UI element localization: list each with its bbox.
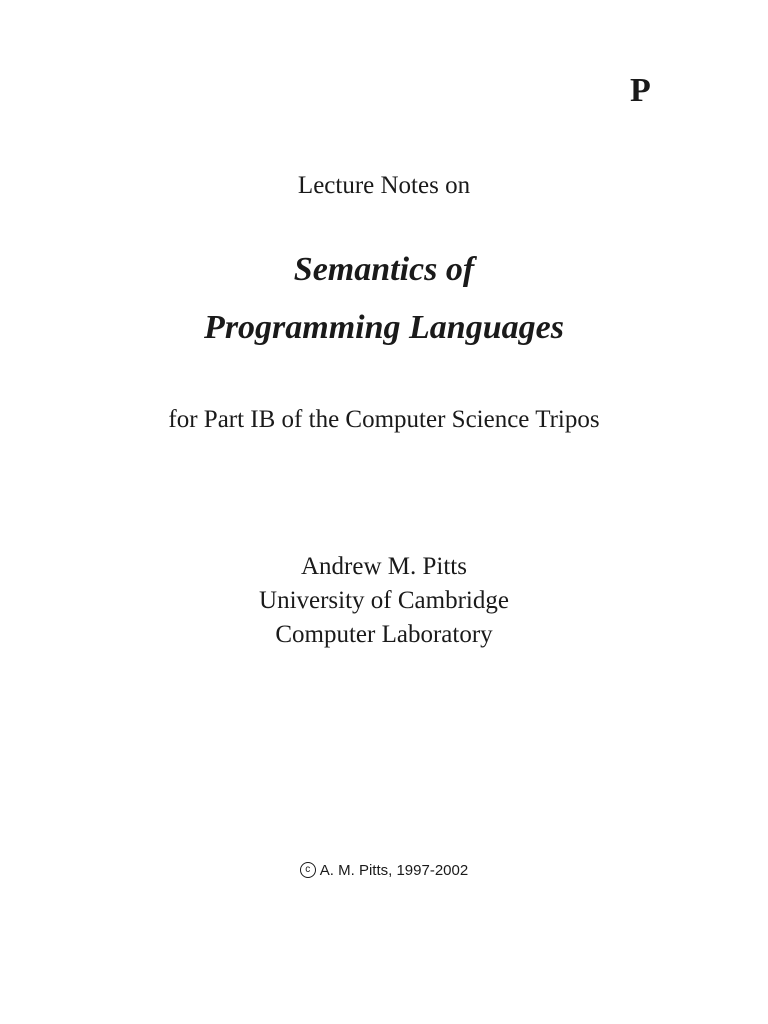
- subtitle: for Part IB of the Computer Science Tripos: [168, 406, 600, 433]
- author-department: Computer Laboratory: [275, 621, 493, 648]
- title-line-1: Semantics of: [293, 251, 475, 288]
- intro-line: Lecture Notes on: [297, 172, 471, 199]
- copyright-icon: c: [300, 862, 316, 878]
- author-institution: University of Cambridge: [259, 587, 509, 614]
- copyright-text: A. M. Pitts, 1997-2002: [319, 862, 469, 879]
- author-name: Andrew M. Pitts: [301, 553, 467, 580]
- corner-mark: P: [630, 72, 651, 109]
- copyright-notice: [0, 862, 768, 879]
- title-line-2: Programming Languages: [204, 309, 564, 346]
